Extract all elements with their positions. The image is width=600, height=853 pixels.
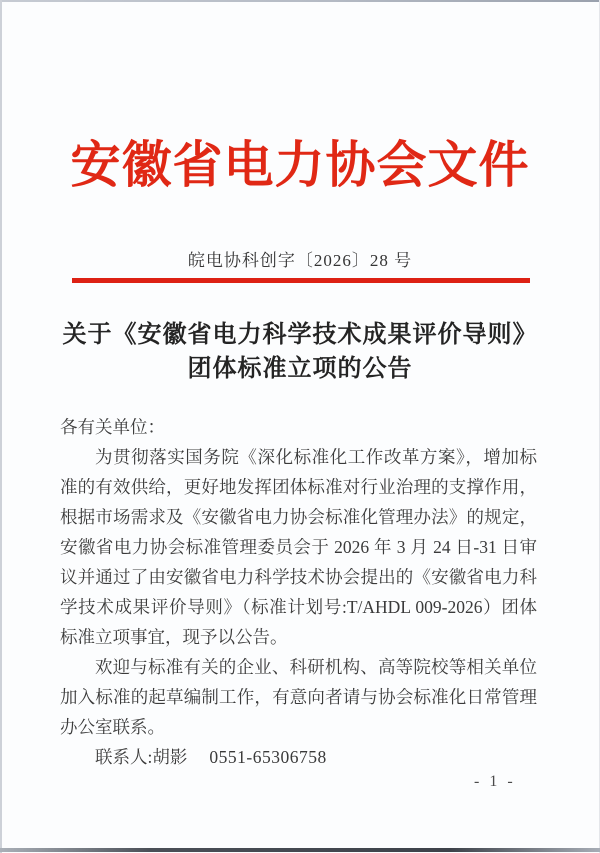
body-paragraph-1: 为贯彻落实国务院《深化标准化工作改革方案》，增加标准的有效供给，更好地发挥团体标准对行业治理的支撑作用，根据市场需求及《安徽省电力协会标准化管理办法》的规定，安徽省电力协会标准管理委员会于 2026 年 3 月 24 日-31 日审议并通过了由安徽省电力科学技术协会提出的《安徽省电力科学技术成果评价导则》（标准计划号:T/AHDL 009-2026）团体标准立项事宜，现予以公告。 — [60, 447, 537, 647]
scan-edge-left — [0, 0, 2, 853]
document-reference-number: 皖电协科创字〔2026〕28 号 — [187, 251, 413, 270]
announcement-title-line2: 团体标准立项的公告 — [187, 355, 413, 382]
page-number: - 1 - — [474, 773, 516, 790]
contact-line — [60, 742, 537, 772]
announcement-title — [0, 318, 600, 386]
body-paragraph-2: 欢迎与标准有关的企业、科研机构、高等院校等相关单位加入标准的起草编制工作，有意向者请与协会标准化日常管理办公室联系。 — [60, 657, 537, 737]
salutation: 各有关单位： — [60, 417, 165, 437]
scan-edge-bottom — [0, 848, 600, 852]
contact-phone: 0551-65306758 — [209, 747, 327, 767]
document-body — [60, 412, 537, 772]
announcement-title-line1: 关于《安徽省电力科学技术成果评价导则》 — [62, 321, 538, 348]
letterhead-title: 安徽省电力协会文件 — [70, 137, 530, 193]
scan-edge-top — [0, 0, 600, 2]
red-divider-rule — [72, 278, 530, 283]
contact-person: 联系人:胡影 — [95, 747, 188, 767]
